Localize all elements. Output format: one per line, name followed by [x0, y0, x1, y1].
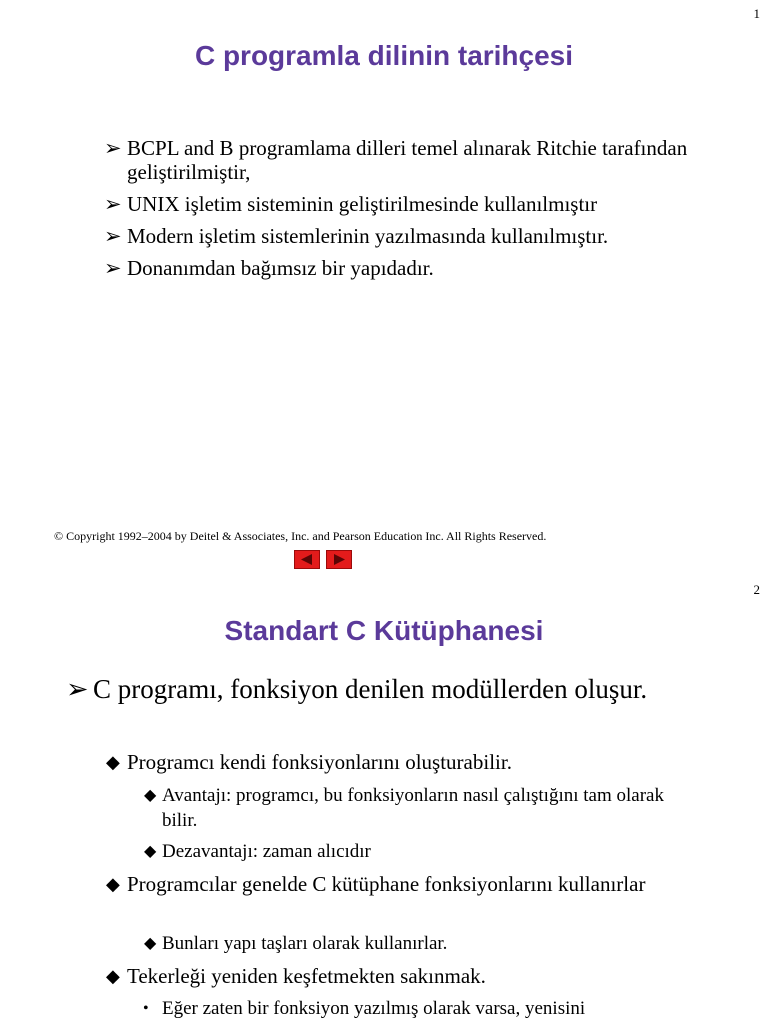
list-item-text: Programcı kendi fonksiyonlarını oluşturabilir.	[127, 750, 512, 774]
list-item	[104, 224, 704, 248]
arrow-bullet-icon: ➢	[104, 192, 122, 216]
list-item-text: UNIX işletim sisteminin geliştirilmesinde kullanılmıştır	[127, 192, 598, 216]
list-item-text: Programcılar genelde C kütüphane fonksiyonlarını kullanırlar	[127, 872, 646, 896]
arrow-bullet-icon: ➢	[104, 256, 122, 280]
list-item	[106, 749, 706, 776]
list-item	[66, 673, 706, 706]
list-item	[104, 256, 704, 280]
list-item	[144, 839, 704, 864]
list-item	[144, 931, 704, 956]
list-item-text: Donanımdan bağımsız bir yapıdadır.	[127, 256, 434, 280]
diamond-bullet-icon: ◆	[106, 752, 120, 772]
dot-bullet-icon: •	[143, 1000, 149, 1017]
diamond-bullet-icon: ◆	[106, 966, 120, 986]
list-item-text: Tekerleği yeniden keşfetmekten sakınmak.	[127, 964, 486, 988]
list-item	[144, 783, 704, 833]
list-item-text: C programı, fonksiyon denilen modüllerden oluşur.	[93, 674, 648, 704]
list-item	[104, 192, 704, 216]
list-item-text: BCPL and B programlama dilleri temel alınarak Ritchie tarafından geliştirilmiştir,	[127, 136, 688, 184]
list-item-text: Eğer zaten bir fonksiyon yazılmış olarak varsa, yenisini	[162, 998, 586, 1019]
list-item-text: Dezavantajı: zaman alıcıdır	[162, 841, 371, 862]
page-number: 2	[753, 582, 760, 597]
previous-slide-button[interactable]	[294, 550, 320, 569]
arrow-bullet-icon: ➢	[104, 136, 122, 160]
list-item-text: Bunları yapı taşları olarak kullanırlar.	[162, 933, 448, 954]
arrow-bullet-icon: ➢	[66, 674, 89, 704]
arrow-bullet-icon: ➢	[104, 224, 122, 248]
diamond-bullet-icon: ◆	[144, 935, 157, 952]
diamond-bullet-icon: ◆	[106, 874, 120, 894]
triangle-right-icon	[332, 554, 346, 565]
page-number: 1	[753, 6, 760, 21]
copyright-notice: © Copyright 1992–2004 by Deitel & Associates, Inc. and Pearson Education Inc. All Rights Reserved.	[54, 529, 547, 543]
diamond-bullet-icon: ◆	[144, 787, 157, 804]
list-item	[142, 996, 702, 1021]
list-item	[104, 136, 704, 184]
next-slide-button[interactable]	[326, 550, 352, 569]
list-item	[106, 963, 706, 990]
slide-title: C programla dilinin tarihçesi	[194, 40, 574, 71]
list-item-text: Avantajı: programcı, bu fonksiyonların nasıl çalıştığını tam olarak bilir.	[162, 785, 664, 831]
list-item	[106, 871, 706, 898]
list-item-text: Modern işletim sistemlerinin yazılmasında kullanılmıştır.	[127, 224, 609, 248]
triangle-left-icon	[300, 554, 314, 565]
diamond-bullet-icon: ◆	[144, 843, 157, 860]
slide-title: Standart C Kütüphanesi	[224, 615, 544, 646]
